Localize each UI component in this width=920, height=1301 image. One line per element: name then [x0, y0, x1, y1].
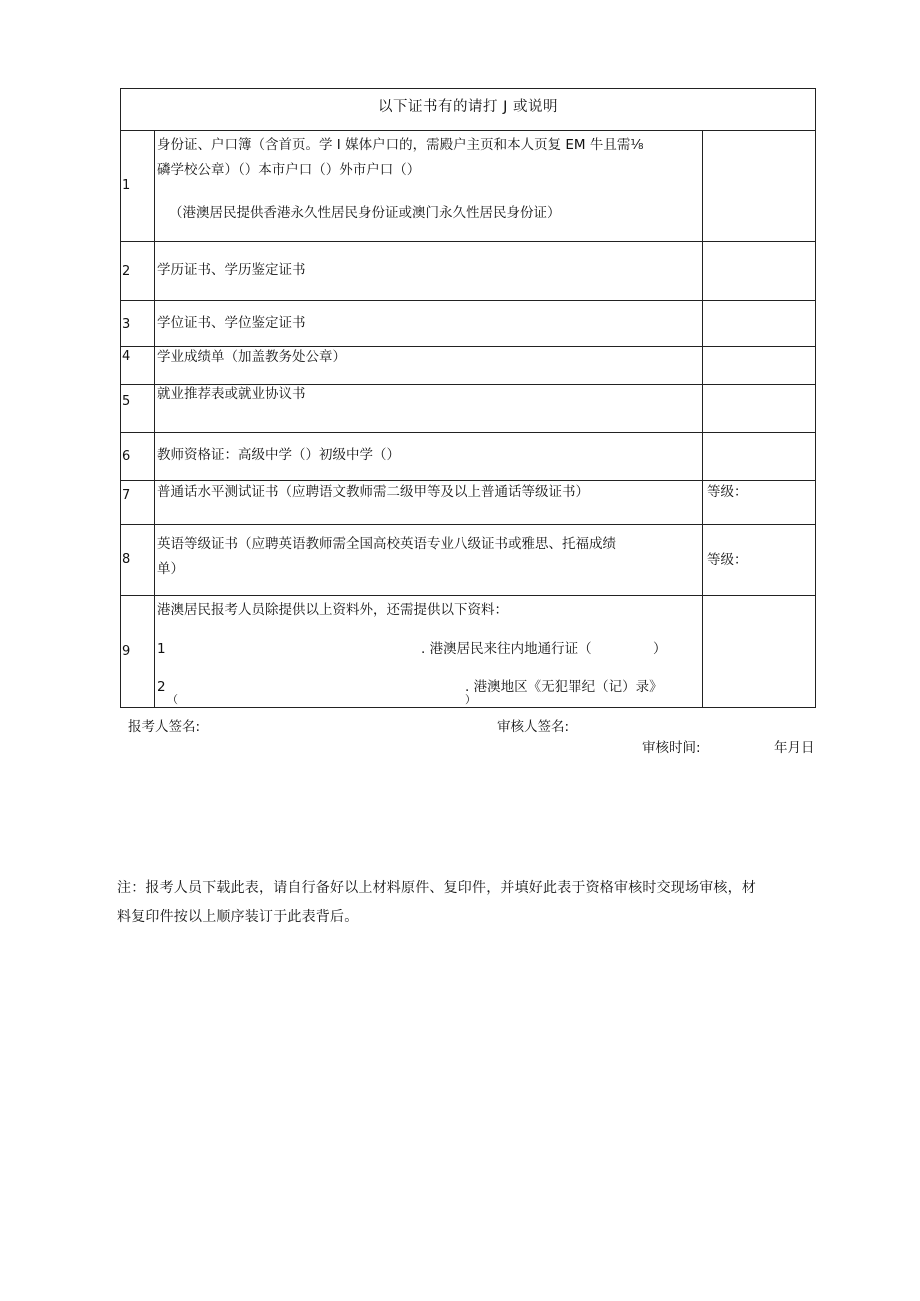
- row-description-line: （港澳居民提供香港永久性居民身份证或澳门永久性居民身份证）: [169, 205, 561, 221]
- row-note-cell[interactable]: [703, 433, 815, 480]
- sub-item-text: . 港澳地区《无犯罪纪（记）录》: [465, 679, 663, 695]
- instructions-note-line: 料复印件按以上顺序装订于此表背后。: [117, 909, 359, 925]
- certificate-checklist-table: [120, 88, 816, 708]
- row-number-cell: [121, 525, 155, 595]
- row-description-line: 港澳居民报考人员除提供以上资料外，还需提供以下资料：: [157, 602, 508, 618]
- row-number: 7: [122, 488, 131, 503]
- table-row: [121, 241, 815, 300]
- row-description-line: 磷学校公章）（）本市户口（）外市户口（）: [157, 162, 421, 178]
- grade-label: 等级：: [707, 552, 748, 568]
- reviewer-signature-label: 审核人签名:: [497, 719, 570, 735]
- table-header-title: 以下证书有的请打 J 或说明: [378, 99, 558, 115]
- row-number: 9: [122, 644, 131, 659]
- row-note-cell[interactable]: [703, 596, 815, 708]
- row-description-cell: [155, 481, 703, 524]
- row-description-line: 身份证、户口簿（含首页。学 I 媒体户口的，需殿户主页和本人页复 EM 牛且需⅛: [157, 137, 644, 153]
- table-row: [121, 595, 815, 708]
- row-description-cell: [155, 385, 703, 432]
- sub-item-close-paren: ）: [465, 693, 476, 706]
- sub-item-text: . 港澳居民来往内地通行证（: [421, 641, 592, 657]
- row-description-line: 学历证书、学历鉴定证书: [157, 262, 306, 278]
- table-row: [121, 300, 815, 346]
- instructions-note: [117, 874, 827, 932]
- row-number-cell: [121, 481, 155, 524]
- row-number: 1: [122, 178, 131, 193]
- row-number-cell: [121, 596, 155, 708]
- row-note-cell[interactable]: [703, 385, 815, 432]
- row-note-cell[interactable]: [703, 481, 815, 524]
- row-number: 8: [122, 552, 131, 567]
- row-number: 6: [122, 449, 131, 464]
- row-number: 4: [122, 349, 131, 364]
- sub-item-close-paren: ）: [653, 641, 667, 657]
- row-note-cell[interactable]: [703, 131, 815, 241]
- table-row: [121, 130, 815, 241]
- row-description-cell: [155, 596, 703, 708]
- row-number-cell: [121, 347, 155, 384]
- sub-item-open-paren: （: [167, 693, 178, 706]
- row-number-cell: [121, 131, 155, 241]
- row-description-cell: [155, 131, 703, 241]
- table-header-row: [121, 89, 815, 130]
- row-description-line: 普通话水平测试证书（应聘语文教师需二级甲等及以上普通话等级证书）: [157, 484, 589, 500]
- row-note-cell[interactable]: [703, 525, 815, 595]
- row-number-cell: [121, 301, 155, 346]
- row-description-cell: [155, 242, 703, 300]
- grade-label: 等级：: [707, 484, 748, 500]
- table-row: [121, 384, 815, 432]
- row-description-line: 单）: [157, 561, 184, 577]
- review-time-label: 审核时间:: [642, 740, 701, 756]
- row-description-line: 教师资格证：高级中学（）初级中学（）: [157, 447, 400, 463]
- row-description-line: 学业成绩单（加盖教务处公章）: [157, 349, 346, 365]
- row-number-cell: [121, 433, 155, 480]
- row-description-cell: [155, 301, 703, 346]
- row-number-cell: [121, 385, 155, 432]
- row-number-cell: [121, 242, 155, 300]
- row-description-cell: [155, 433, 703, 480]
- review-date-units: 年月日: [774, 740, 815, 756]
- applicant-signature-label: 报考人签名:: [128, 719, 201, 735]
- row-note-cell[interactable]: [703, 301, 815, 346]
- row-number: 5: [122, 394, 131, 409]
- row-description-line: 英语等级证书（应聘英语教师需全国高校英语专业八级证书或雅思、托福成绩: [157, 536, 616, 552]
- row-description-line: 学位证书、学位鉴定证书: [157, 315, 306, 331]
- table-row: [121, 524, 815, 595]
- row-note-cell[interactable]: [703, 347, 815, 384]
- row-number: 3: [122, 317, 131, 332]
- sub-item-index: 2: [157, 679, 166, 695]
- row-note-cell[interactable]: [703, 242, 815, 300]
- sub-item-index: 1: [157, 641, 166, 657]
- table-row: [121, 480, 815, 524]
- table-row: [121, 432, 815, 480]
- row-description-cell: [155, 347, 703, 384]
- row-description-line: 就业推荐表或就业协议书: [157, 386, 306, 402]
- table-row: [121, 346, 815, 384]
- instructions-note-line: 注：报考人员下载此表，请自行备好以上材料原件、复印件，并填好此表于资格审核时交现场审核，材: [117, 880, 756, 896]
- row-description-cell: [155, 525, 703, 595]
- row-number: 2: [122, 264, 131, 279]
